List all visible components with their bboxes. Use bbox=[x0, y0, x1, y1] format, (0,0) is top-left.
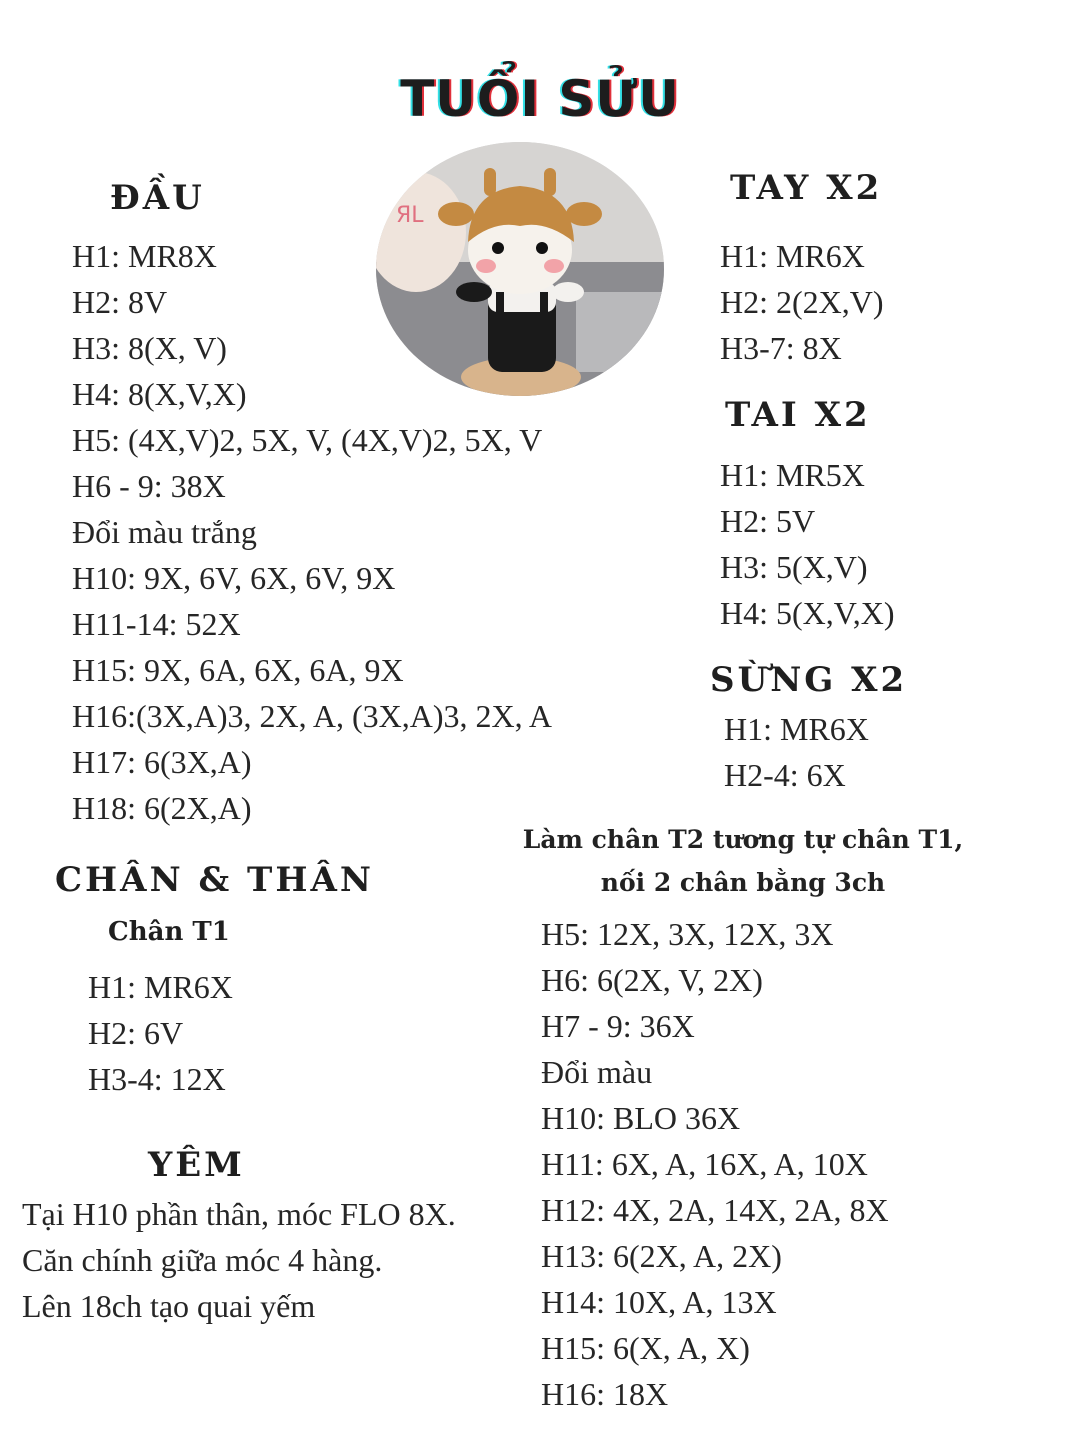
yem-line-1: Tại H10 phần thân, móc FLO 8X. bbox=[22, 1196, 456, 1232]
dau-line-8: H10: 9X, 6V, 6X, 6V, 9X bbox=[72, 560, 396, 596]
tai-line-2: H2: 5V bbox=[720, 503, 816, 539]
dau-line-10: H15: 9X, 6A, 6X, 6A, 9X bbox=[72, 652, 404, 688]
tai-line-4: H4: 5(X,V,X) bbox=[720, 595, 895, 631]
page-title: TUỔI SỬU bbox=[400, 70, 680, 128]
leg-note-line-2: nối 2 chân bằng 3ch bbox=[600, 868, 886, 897]
leg-note-line-1: Làm chân T2 tương tự chân T1, bbox=[522, 825, 964, 854]
dau-line-4: H4: 8(X,V,X) bbox=[72, 376, 247, 412]
yem-line-3: Lên 18ch tạo quai yếm bbox=[22, 1288, 316, 1324]
body-row-11: H16: 18X bbox=[541, 1376, 669, 1412]
sung-lines bbox=[724, 706, 869, 798]
svg-text:ЯL: ЯL bbox=[396, 203, 424, 228]
dau-line-12: H17: 6(3X,A) bbox=[72, 744, 252, 780]
tay-line-1: H1: MR6X bbox=[720, 238, 865, 274]
body-row-2: H6: 6(2X, V, 2X) bbox=[541, 962, 763, 998]
body-row-6: H11: 6X, A, 16X, A, 10X bbox=[541, 1146, 868, 1182]
tai-line-1: H1: MR5X bbox=[720, 457, 865, 493]
tay-line-2: H2: 2(2X,V) bbox=[720, 284, 884, 320]
tay-line-3: H3-7: 8X bbox=[720, 330, 842, 366]
sung-heading: SỪNG X2 bbox=[710, 660, 908, 700]
dau-heading: ĐẦU bbox=[110, 178, 205, 218]
chan-t1-line-1: H1: MR6X bbox=[88, 969, 233, 1005]
body-row-8: H13: 6(2X, A, 2X) bbox=[541, 1238, 782, 1274]
chan-than-heading: CHÂN & THÂN bbox=[55, 860, 374, 900]
chan-t1-lines bbox=[88, 964, 233, 1102]
tay-heading: TAY X2 bbox=[730, 168, 883, 208]
tai-lines bbox=[720, 452, 895, 636]
body-row-10: H15: 6(X, A, X) bbox=[541, 1330, 750, 1366]
body-row-3: H7 - 9: 36X bbox=[541, 1008, 695, 1044]
dau-lines bbox=[72, 233, 552, 831]
dau-line-11: H16:(3X,A)3, 2X, A, (3X,A)3, 2X, A bbox=[72, 698, 552, 734]
yem-heading: YÊM bbox=[148, 1145, 245, 1185]
dau-line-2: H2: 8V bbox=[72, 284, 168, 320]
dau-line-13: H18: 6(2X,A) bbox=[72, 790, 252, 826]
body-row-9: H14: 10X, A, 13X bbox=[541, 1284, 777, 1320]
dau-line-1: H1: MR8X bbox=[72, 238, 217, 274]
dau-line-7: Đổi màu trắng bbox=[72, 514, 257, 550]
body-row-7: H12: 4X, 2A, 14X, 2A, 8X bbox=[541, 1192, 889, 1228]
body-row-lines bbox=[541, 911, 889, 1417]
yem-line-2: Căn chính giữa móc 4 hàng. bbox=[22, 1242, 383, 1278]
leg-note bbox=[478, 820, 1008, 906]
chan-t1-line-2: H2: 6V bbox=[88, 1015, 184, 1051]
tai-heading: TAI X2 bbox=[725, 395, 871, 435]
body-row-5: H10: BLO 36X bbox=[541, 1100, 741, 1136]
yem-lines bbox=[22, 1191, 456, 1329]
tai-line-3: H3: 5(X,V) bbox=[720, 549, 868, 585]
dau-line-9: H11-14: 52X bbox=[72, 606, 241, 642]
dau-line-3: H3: 8(X, V) bbox=[72, 330, 227, 366]
body-row-4: Đổi màu bbox=[541, 1054, 653, 1090]
sung-line-1: H1: MR6X bbox=[724, 711, 869, 747]
dau-line-6: H6 - 9: 38X bbox=[72, 468, 226, 504]
tay-lines bbox=[720, 233, 884, 371]
body-row-1: H5: 12X, 3X, 12X, 3X bbox=[541, 916, 834, 952]
chan-t1-subheading: Chân T1 bbox=[108, 917, 230, 947]
sung-line-2: H2-4: 6X bbox=[724, 757, 846, 793]
chan-t1-line-3: H3-4: 12X bbox=[88, 1061, 226, 1097]
dau-line-5: H5: (4X,V)2, 5X, V, (4X,V)2, 5X, V bbox=[72, 422, 543, 458]
